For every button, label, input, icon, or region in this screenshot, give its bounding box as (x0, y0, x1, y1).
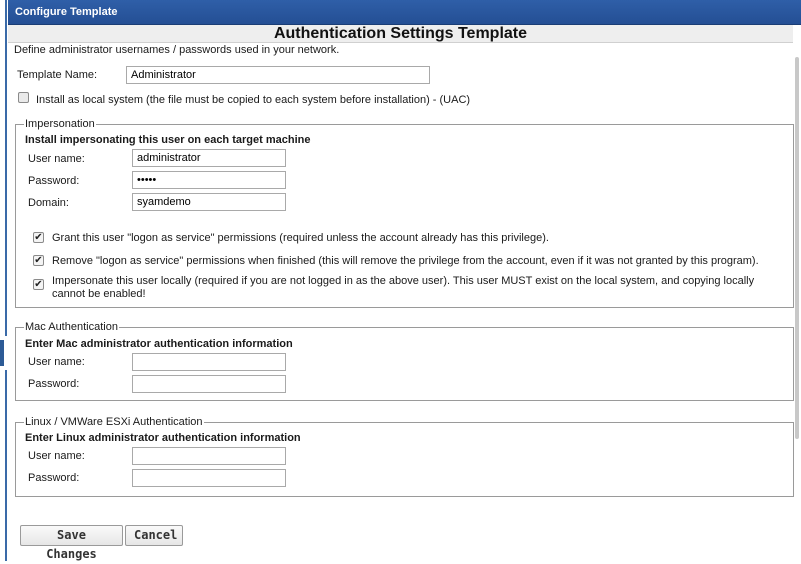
vertical-scrollbar[interactable] (793, 25, 801, 561)
mac-username-input[interactable] (132, 353, 286, 371)
mac-password-label: Password: (28, 378, 80, 390)
scrollbar-thumb[interactable] (795, 57, 799, 439)
impersonation-username-input[interactable] (132, 149, 286, 167)
impersonation-domain-label: Domain: (28, 197, 69, 209)
linux-password-input[interactable] (132, 469, 286, 487)
grant-logon-service-label: Grant this user "logon as service" permissions (required unless the account already has this privilege). (52, 232, 549, 244)
dialog-title: Configure Template (15, 6, 118, 18)
linux-username-input[interactable] (132, 447, 286, 465)
template-name-label: Template Name: (17, 69, 98, 81)
remove-logon-service-checkbox[interactable]: ✔ (34, 255, 43, 266)
dialog-titlebar (8, 0, 801, 25)
mac-password-input[interactable] (132, 375, 286, 393)
template-name-input[interactable] (126, 66, 430, 84)
page-description: Define administrator usernames / passwords used in your network. (14, 44, 340, 56)
mac-username-label: User name: (28, 356, 85, 368)
linux-username-label: User name: (28, 450, 85, 462)
impersonate-locally-checkbox[interactable]: ✔ (34, 279, 43, 290)
page-title: Authentication Settings Template (8, 25, 793, 43)
dialog-content (8, 25, 793, 561)
mac-auth-legend: Mac Authentication (25, 321, 118, 333)
impersonation-password-input[interactable] (132, 171, 286, 189)
grant-logon-service-checkbox[interactable]: ✔ (34, 232, 43, 243)
left-panel-border (5, 0, 7, 561)
impersonation-domain-input[interactable] (132, 193, 286, 211)
save-changes-button[interactable]: Save Changes (20, 525, 123, 546)
remove-logon-service-label: Remove "logon as service" permissions when finished (this will remove the privilege from the account, even if it was not granted by this program). (52, 255, 759, 267)
linux-auth-legend: Linux / VMWare ESXi Authentication (25, 416, 203, 428)
mac-auth-title: Enter Mac administrator authentication information (25, 338, 293, 350)
install-local-label: Install as local system (the file must be copied to each system before installation) - (UAC) (36, 94, 471, 106)
cancel-button[interactable]: Cancel (125, 525, 183, 546)
install-local-checkbox[interactable] (18, 92, 29, 103)
impersonation-password-label: Password: (28, 175, 80, 187)
left-panel-edge (0, 0, 8, 561)
impersonate-locally-label: Impersonate this user locally (required if you are not logged in as the above user). This user MUST exist on the local system, and copying locally cannot be enabled! (52, 275, 755, 300)
impersonation-username-label: User name: (28, 153, 85, 165)
impersonation-title: Install impersonating this user on each target machine (25, 134, 311, 146)
impersonation-legend: Impersonation (25, 118, 95, 130)
linux-auth-title: Enter Linux administrator authentication information (25, 432, 301, 444)
linux-password-label: Password: (28, 472, 80, 484)
left-panel-marker (0, 340, 4, 366)
